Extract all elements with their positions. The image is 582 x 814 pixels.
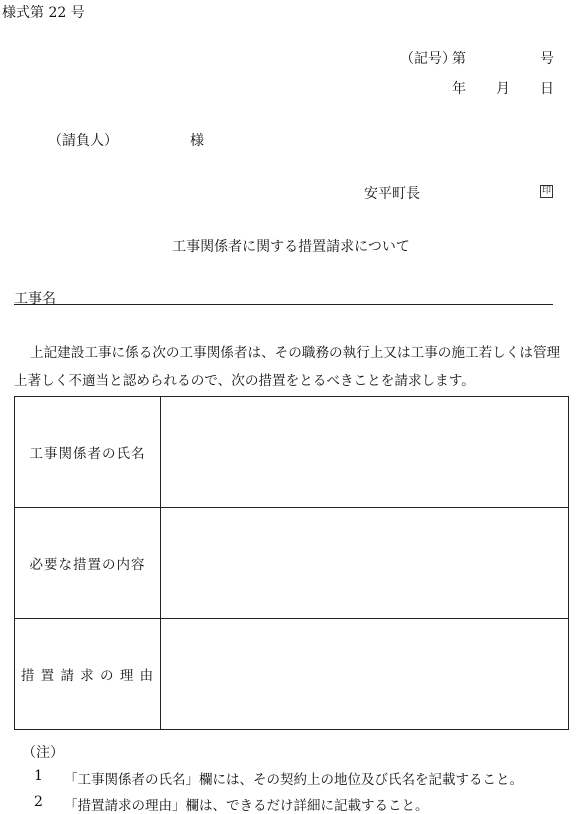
form-number: 様式第 22 号: [2, 5, 85, 21]
row-label-required-measures: 必要な措置の内容: [15, 508, 161, 619]
addressee-honorific: 様: [190, 133, 204, 149]
project-name-label: 工事名: [14, 291, 56, 307]
date-day-label: 日: [540, 81, 554, 97]
issuer-name: 安平町長: [364, 186, 420, 202]
addressee-label: （請負人）: [48, 133, 118, 149]
row-label-personnel-name: 工事関係者の氏名: [15, 397, 161, 508]
note-number: 1: [34, 768, 43, 784]
table-row: [15, 508, 569, 619]
table-row: [15, 619, 569, 730]
reference-number-suffix: 号: [540, 51, 554, 67]
request-table: [14, 396, 569, 730]
body-paragraph: 上記建設工事に係る次の工事関係者は、その職務の執行上又は工事の施工若しくは管理上著しく不適当と認められるので、次の措置をとるべきことを請求します。: [14, 345, 561, 389]
notes-heading: （注）: [22, 745, 64, 761]
date-month-label: 月: [496, 81, 510, 97]
note-text: 「措置請求の理由」欄は、できるだけ詳細に記載すること。: [64, 798, 429, 814]
document-title: 工事関係者に関する措置請求について: [172, 239, 410, 255]
note-number: 2: [34, 794, 43, 810]
seal-mark: 印: [541, 186, 551, 196]
project-name-underline: [14, 304, 553, 305]
row-value-request-reason[interactable]: [161, 619, 569, 730]
reference-label: （記号）: [400, 51, 456, 67]
reference-number-prefix: 第: [452, 51, 466, 67]
note-text: 「工事関係者の氏名」欄には、その契約上の地位及び氏名を記載すること。: [64, 772, 523, 788]
date-year-label: 年: [452, 81, 466, 97]
table-row: [15, 397, 569, 508]
row-value-required-measures[interactable]: [161, 508, 569, 619]
row-label-request-reason: 措 置 請 求 の 理 由: [15, 619, 161, 730]
row-value-personnel-name[interactable]: [161, 397, 569, 508]
